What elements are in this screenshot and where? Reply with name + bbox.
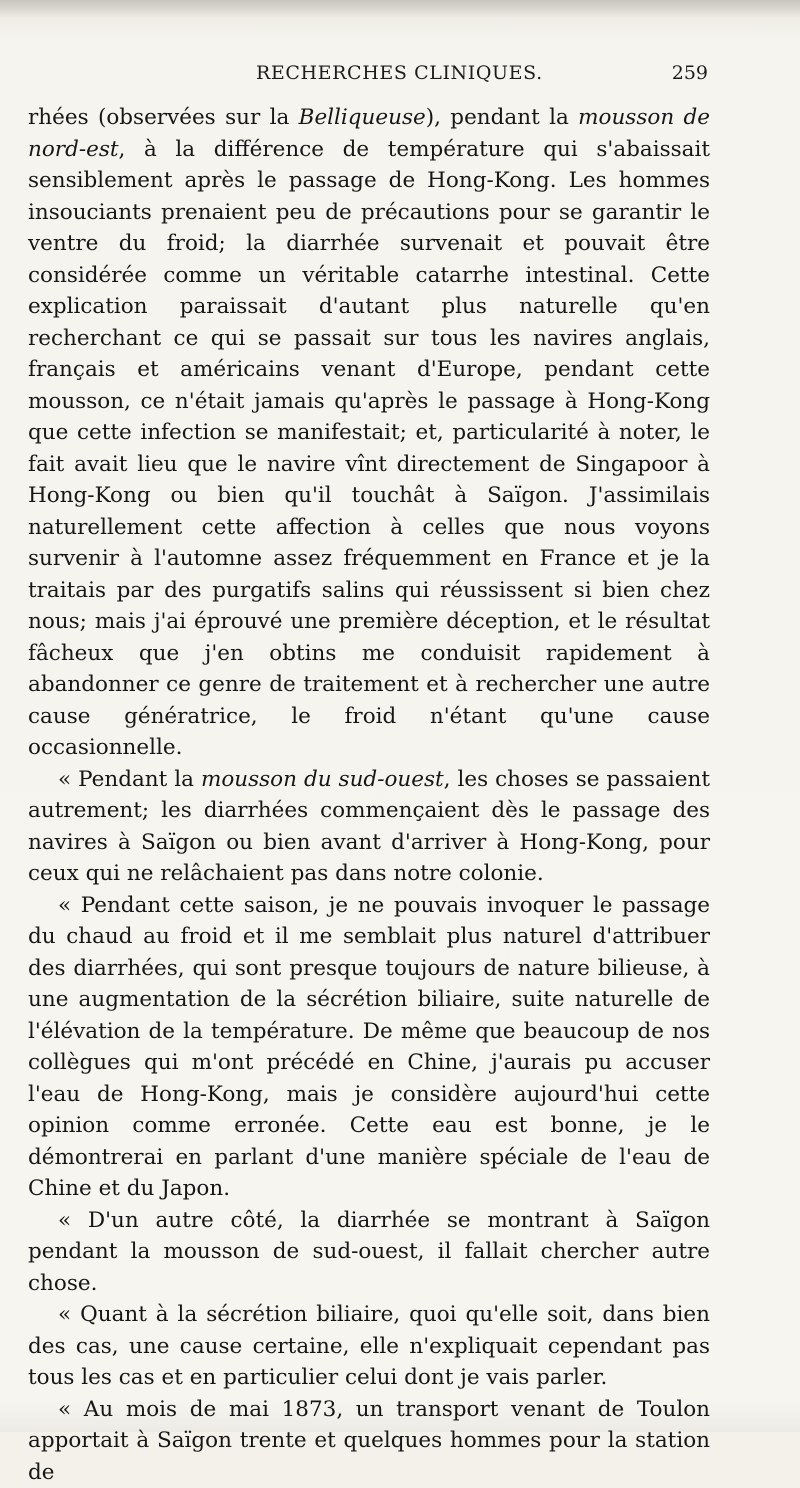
paragraph bbox=[28, 890, 710, 1205]
text-run: « Pendant cette saison, je ne pouvais invoquer le passage du chaud au froid et il me semblait plus naturel d'attribuer des diarrhées, qui sont presque toujours de nature bilieuse, à une augmentation de la sécrétion biliaire, suite naturelle de l'élévation de la température. De même que beaucoup de nos collègues qui m'ont précédé en Chine, j'aurais pu accuser l'eau de Hong-Kong, mais je considère aujourd'hui cette opinion comme erronée. Cette eau est bonne, je le démontrerai en parlant d'une manière spéciale de l'eau de Chine et du Japon. bbox=[28, 893, 710, 1202]
paragraph bbox=[28, 764, 710, 890]
text-run: ), pendant la bbox=[426, 105, 578, 130]
text-run: , à la différence de température qui s'abaissait sensiblement après le passage de Hong-Kong. Les hommes insouciants prenaient peu de précautions pour se garantir le ventre du froid; la diarrhée survenait et pouvait être considérée comme un véritable catarrhe intestinal. Cette explication paraissait d'autant plus naturelle qu'en recherchant ce qui se passait sur tous les navires anglais, français et américains venant d'Europe, pendant cette mousson, ce n'était jamais qu'après le passage à Hong-Kong que cette infection se manifestait; et, particularité à noter, le fait avait lieu que le navire vînt directement de Singapoor à Hong-Kong ou bien qu'il touchât à Saïgon. J'assimilais naturellement cette affection à celles que nous voyons survenir à l'automne assez fréquemment en France et je la traitais par des purgatifs salins qui réussissent si bien chez nous; mais j'ai éprouvé une première déception, et le résultat fâcheux que j'en obtins me conduisit rapidement à abandonner ce genre de traitement et à rechercher une autre cause génératrice, le froid n'étant qu'une cause occasionnelle. bbox=[28, 137, 710, 761]
text-run: « D'un autre côté, la diarrhée se montrant à Saïgon pendant la mousson de sud-ouest, il fallait chercher autre chose. bbox=[28, 1208, 710, 1296]
text-run: , les choses se passaient autrement; les diarrhées commençaient dès le passage des navires à Saïgon ou bien avant d'arriver à Hong-Kong, pour ceux qui ne relâchaient pas dans notre colonie. bbox=[28, 767, 710, 887]
scan-top-edge bbox=[0, 0, 800, 18]
italic-term: mousson de nord-est bbox=[28, 105, 710, 162]
running-title: RECHERCHES CLINIQUES. bbox=[256, 62, 543, 84]
paragraph bbox=[28, 102, 710, 764]
body-text bbox=[28, 102, 710, 1488]
paragraph bbox=[28, 1394, 710, 1488]
paragraph bbox=[28, 1205, 710, 1300]
page-header bbox=[28, 62, 708, 92]
page-number: 259 bbox=[672, 62, 708, 84]
paragraph bbox=[28, 1299, 710, 1394]
ship-name: Belliqueuse bbox=[299, 105, 426, 130]
text-run: « Pendant la bbox=[58, 767, 201, 792]
text-run: « Quant à la sécrétion biliaire, quoi qu'elle soit, dans bien des cas, une cause certaine, elle n'expliquait cependant pas tous les cas et en particulier celui dont je vais parler. bbox=[28, 1302, 710, 1390]
italic-term: mousson du sud-ouest bbox=[201, 767, 444, 792]
text-run: « Au mois de mai 1873, un transport venant de Toulon apportait à Saïgon trente et quelques hommes pour la station de bbox=[28, 1397, 710, 1485]
text-run: rhées (observées sur la bbox=[28, 105, 299, 130]
